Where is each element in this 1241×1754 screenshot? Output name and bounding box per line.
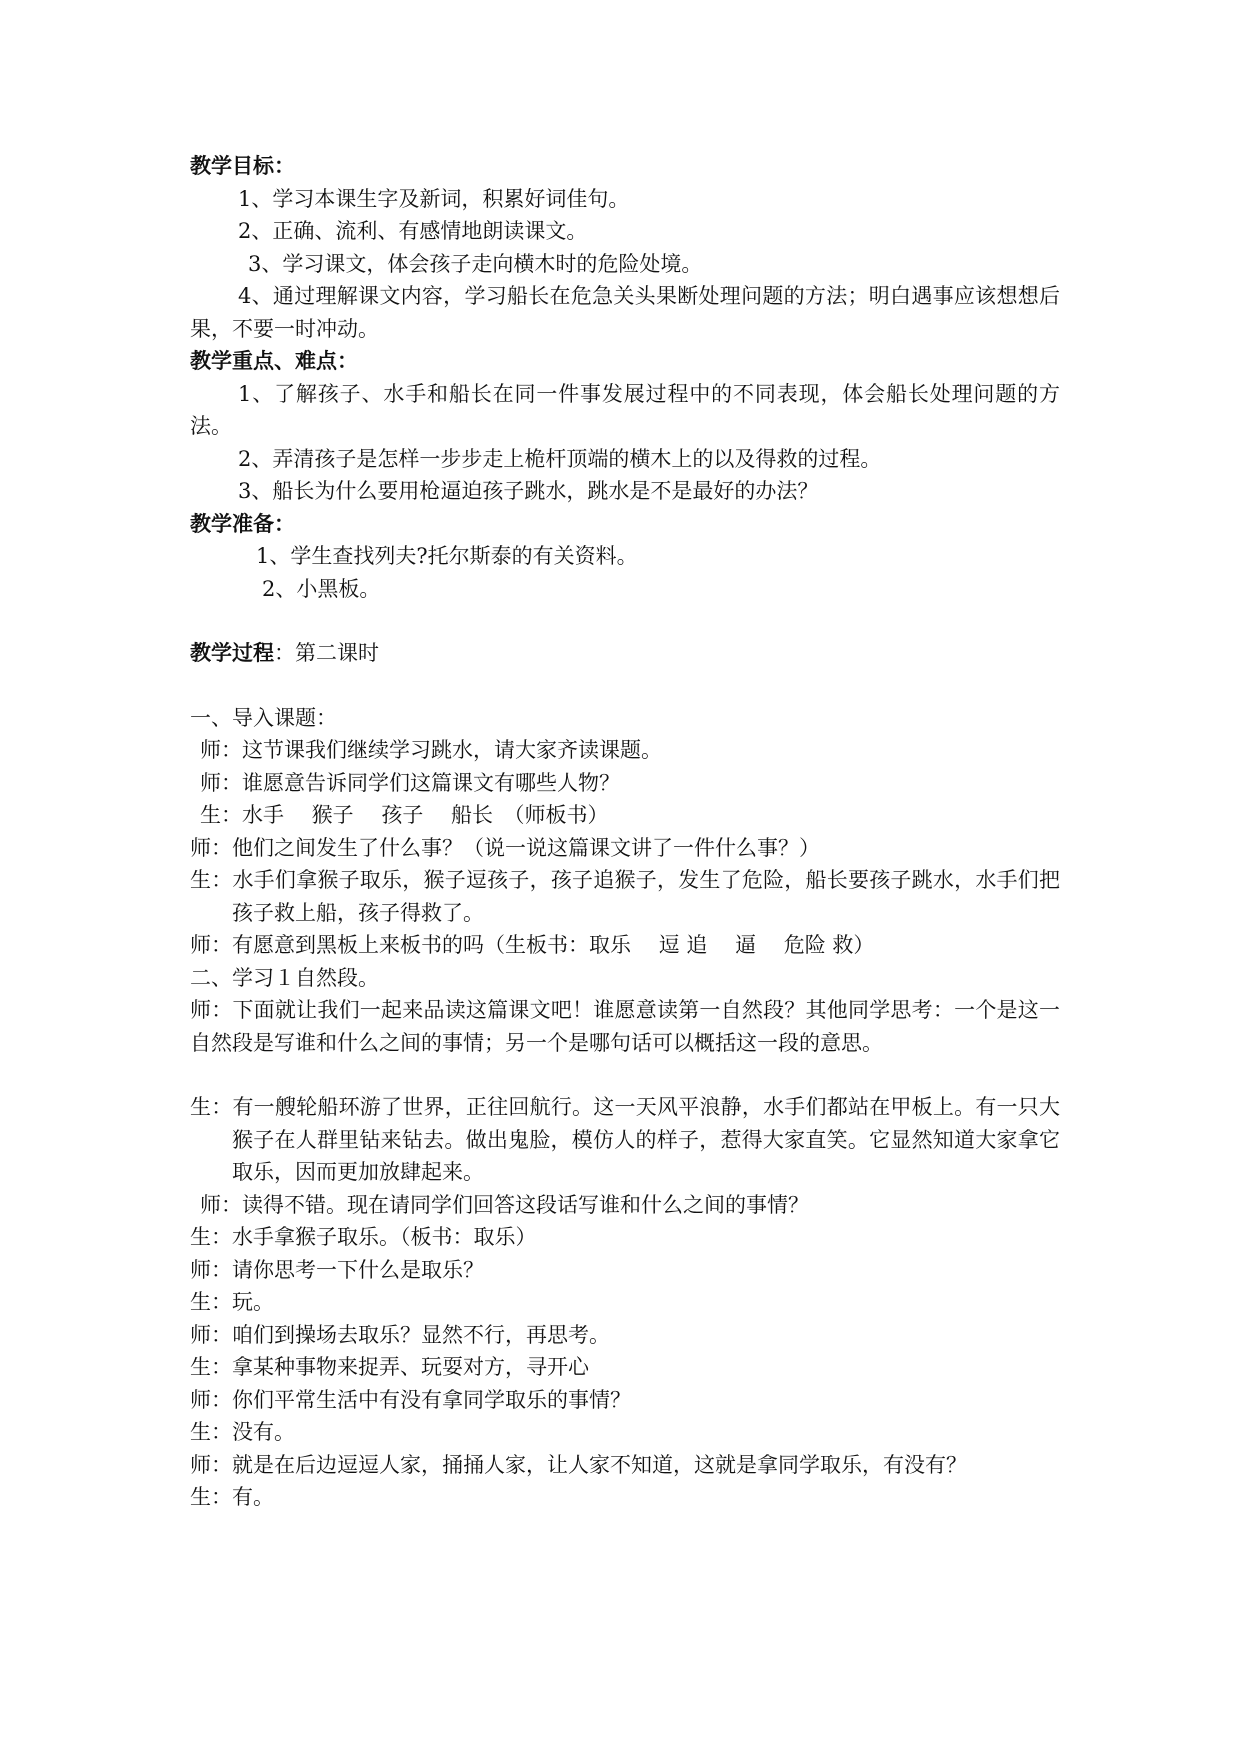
section2-reading: 生：有一艘轮船环游了世界，正往回航行。这一天风平浪静，水手们都站在甲板上。有一只大猴子在人群里钻来钻去。做出鬼脸，模仿人的样子，惹得大家直笑。它显然知道大家拿它取乐，因而更加放肆起来。	[190, 1095, 1060, 1184]
section1-title: 一、导入课题：	[190, 705, 337, 730]
dialogue-line: 生：有。	[190, 1485, 274, 1509]
dialogue-line: 师：请你思考一下什么是取乐？	[190, 1257, 484, 1282]
prep-item-2: 2、小黑板。	[262, 576, 381, 601]
dialogue-line: 师：这节课我们继续学习跳水，请大家齐读课题。	[200, 738, 662, 762]
prep-item-1: 1、学生查找列夫?托尔斯泰的有关资料。	[256, 544, 638, 568]
goal-item-1: 1、学习本课生字及新词，积累好词佳句。	[238, 186, 630, 211]
process-heading-line	[190, 637, 1060, 670]
dialogue-line: 师：谁愿意告诉同学们这篇课文有哪些人物？	[200, 770, 620, 795]
dialogue-line: 师：读得不错。现在请同学们回答这段话写谁和什么之间的事情？	[200, 1192, 809, 1217]
dialogue-line: 生：水手拿猴子取乐。（板书：取乐）	[190, 1225, 537, 1249]
process-heading: 教学过程	[190, 641, 274, 665]
spacer	[190, 605, 1060, 637]
keypoint-item-2: 2、弄清孩子是怎样一步步走上桅杆顶端的横木上的以及得救的过程。	[238, 446, 882, 471]
document-page	[190, 150, 1060, 1514]
goal-item-4: 4、通过理解课文内容，学习船长在危急关头果断处理问题的方法；明白遇事应该想想后果，不要一时冲动。	[190, 284, 1060, 341]
keypoint-item-1: 1、了解孩子、水手和船长在同一件事发展过程中的不同表现，体会船长处理问题的方法。	[190, 381, 1060, 438]
keypoints-heading: 教学重点、难点：	[190, 349, 358, 373]
keypoint-item-3: 3、船长为什么要用枪逼迫孩子跳水，跳水是不是最好的办法？	[238, 479, 819, 503]
spacer	[190, 1059, 1060, 1091]
dialogue-line: 师：有愿意到黑板上来板书的吗（生板书：取乐 逗 追 逼 危险 救）	[190, 933, 875, 957]
goal-item-3: 3、学习课文，体会孩子走向横木时的危险处境。	[248, 251, 703, 276]
spacer	[190, 670, 1060, 702]
dialogue-line: 师：咱们到操场去取乐？显然不行，再思考。	[190, 1322, 610, 1347]
section2-title: 二、学习１自然段。	[190, 965, 379, 990]
dialogue-line: 师：就是在后边逗逗人家，捅捅人家，让人家不知道，这就是拿同学取乐，有没有？	[190, 1452, 967, 1477]
process-heading-suffix: ：第二课时	[274, 641, 379, 665]
dialogue-line: 生：拿某种事物来捉弄、玩耍对方，寻开心	[190, 1355, 589, 1379]
prep-heading: 教学准备：	[190, 511, 295, 536]
dialogue-line: 生：玩。	[190, 1290, 274, 1314]
goal-item-2: 2、正确、流利、有感情地朗读课文。	[238, 219, 588, 243]
goals-heading: 教学目标：	[190, 154, 295, 178]
dialogue-line: 师：他们之间发生了什么事？（说一说这篇课文讲了一件什么事？）	[190, 835, 820, 860]
dialogue-line: 生：水手们拿猴子取乐，猴子逗孩子，孩子追猴子，发生了危险，船长要孩子跳水，水手们把孩子救上船，孩子得救了。	[190, 868, 1060, 925]
dialogue-line: 师：你们平常生活中有没有拿同学取乐的事情？	[190, 1387, 631, 1412]
dialogue-line: 生：没有。	[190, 1420, 295, 1444]
section2-intro: 师：下面就让我们一起来品读这篇课文吧！谁愿意读第一自然段？其他同学思考：一个是这一自然段是写谁和什么之间的事情；另一个是哪句话可以概括这一段的意思。	[190, 998, 1060, 1055]
dialogue-line: 生：水手 猴子 孩子 船长 （师板书）	[200, 803, 609, 827]
